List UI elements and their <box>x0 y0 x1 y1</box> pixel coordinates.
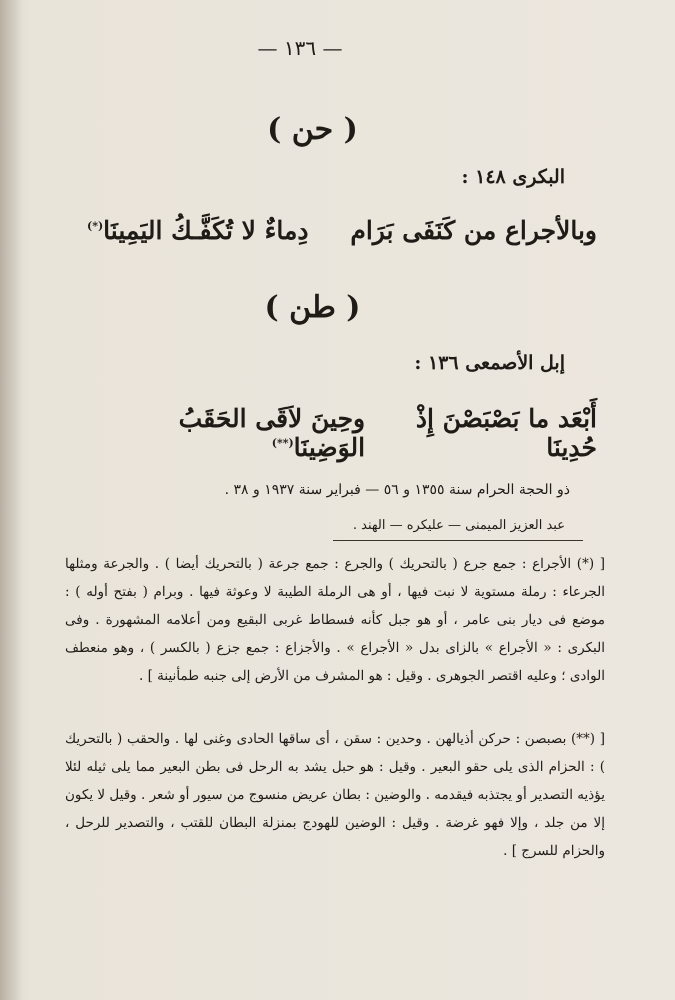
verse-1-first-hemistich: وبالأجراع من كَنَفَى بَرَام <box>350 216 597 245</box>
verse-1 <box>87 216 597 245</box>
section-heading-2: ( طن ) <box>264 290 361 325</box>
source-ref-1: البكرى ١٤٨ : <box>461 166 565 188</box>
verse-2-second-text: وحِينَ لاَقَى الحَقَبُ الوَضِينَا <box>178 404 366 462</box>
date-line: ذو الحجة الحرام سنة ١٣٥٥ و ٥٦ — فبراير سنة ١٩٣٧ و ٣٨ . <box>224 482 570 498</box>
page-number: — ١٣٦ — <box>257 36 343 60</box>
spine-shadow <box>0 0 22 1000</box>
footnote-2: [ (**) بصبصن : حركن أذيالهن . وحدين : سقن ، أى ساقها الحادى وغنى لها . والحقب ( بالتحريك ) : الحزام الذى يلى حقو البعير . وقيل : هو حبل يشد به الرحل فى بطن البعير مما يلى ثيله لئلا يؤذيه التصدير أو يجتذبه فيقدمه . والوضين : بطان عريض منسوج من سيور أو شعر . وقيل لا يكون إلا من جلد ، وإلا فهو غرضة . وقيل : الوضين للهودج بمنزلة البطان للقتب ، والتصدير للرحل ، والحزام للسرج ] . <box>65 731 605 859</box>
verse-2-first-hemistich: أَبْعَد ما بَصْبَصْنَ إِذْ حُدِينَا <box>415 404 597 462</box>
verse-1-second-hemistich <box>87 216 309 245</box>
section-heading-1: ( حن ) <box>267 112 358 147</box>
footnote-1: [ (*) الأجراع : جمع جرع ( بالتحريك ) والجرع : جمع جرعة ( بالتحريك أيضا ) . والجرعة ومثلها الجرعاء : رملة مستوية لا نبت فيها ، أو هى الرملة الطيبة لا وعوثة فيها . وبرام ( بفتح أوله ) : موضع فى ديار بنى عامر ، أو هو جبل كأنه فسطاط غربى البقيع ومن أعلامه المشهورة . وفى البكرى : « الأجراع » بالزاى بدل « الأجراع » . والأجزاع : جمع جزع ( بالكسر ) ، وهو منعطف الوادى ؛ وعليه اقتصر الجوهرى . وقيل : هو المشرف من الأرض إلى جنبه طمأنينة ] . <box>65 556 605 684</box>
verse-1-second-text: دِماءٌ لا تُكَفَّـكُ اليَمِينَا <box>103 216 309 245</box>
footnote-divider <box>333 540 583 541</box>
footnote-mark-2: (**) <box>271 436 294 450</box>
verse-2 <box>87 404 597 462</box>
source-ref-2: إبل الأصمعى ١٣٦ : <box>414 352 565 374</box>
footnote-mark-1: (*) <box>87 219 104 233</box>
author-signature: عبد العزيز الميمنى — عليكره — الهند . <box>352 518 565 533</box>
verse-2-second-hemistich <box>87 404 365 462</box>
